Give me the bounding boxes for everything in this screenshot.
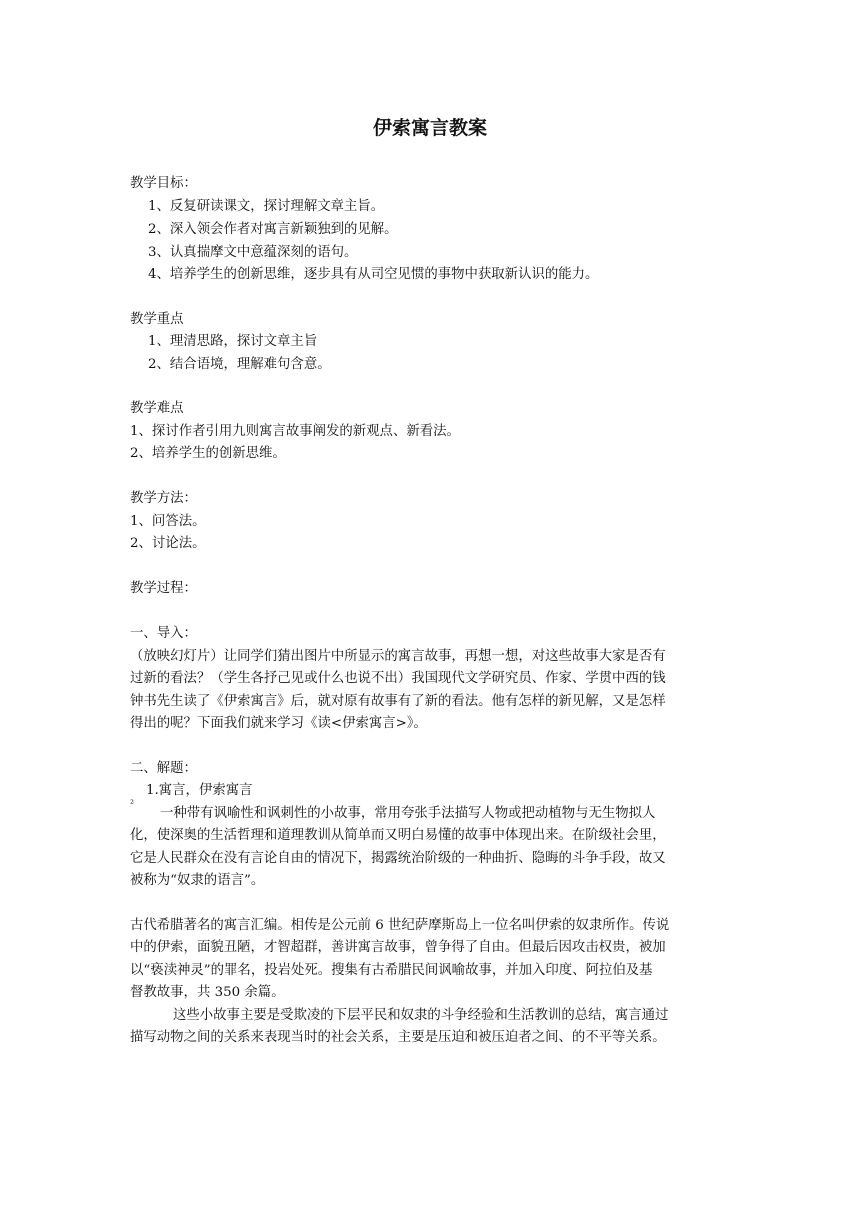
intro-line: （放映幻灯片）让同学们猜出图片中所显示的寓言故事，再想一想，对这些故事大家是否有 (130, 649, 666, 664)
intro-line: 得出的呢？下面我们就来学习《读<伊索寓言>》。 (130, 716, 427, 731)
aesop-para-line: 督教故事，共 350 余篇。 (130, 985, 285, 1000)
intro-heading: 一、导入： (130, 626, 197, 641)
explain-para-line: 一种带有讽喻性和讽刺性的小故事，常用夸张手法描写人物或把动植物与无生物拟人 (160, 806, 656, 821)
goal-item: 3、认真揣摩文中意蕴深刻的语句。 (148, 245, 358, 260)
goal-item: 2、深入领会作者对寓言新颖独到的见解。 (148, 222, 398, 237)
explain-para-line: 被称为“奴隶的语言”。 (130, 873, 265, 888)
goal-item: 4、培养学生的创新思维，逐步具有从司空见惯的事物中获取新认识的能力。 (148, 267, 599, 282)
process-heading: 教学过程： (130, 581, 197, 596)
difficulty-item: 2、培养学生的创新思维。 (130, 446, 286, 461)
key-point-item: 2、结合语境，理解难句含意。 (148, 357, 331, 372)
footnote-marker: ² (130, 799, 135, 810)
difficulty-item: 1、探讨作者引用九则寓言故事阐发的新观点、新看法。 (130, 424, 460, 439)
explain-heading: 二、解题： (130, 761, 197, 776)
key-points-heading: 教学重点 (130, 312, 184, 327)
explain-para-line: 它是人民群众在没有言论自由的情况下，揭露统治阶级的一种曲折、隐晦的斗争手段，故又 (130, 851, 666, 866)
aesop-para-line: 中的伊索，面貌丑陋，才智超群，善讲寓言故事，曾争得了自由。但最后因攻击权贵，被加 (130, 940, 666, 955)
goals-heading: 教学目标： (130, 176, 197, 191)
stories-para-line: 这些小故事主要是受欺凌的下层平民和奴隶的斗争经验和生活教训的总结，寓言通过 (173, 1008, 669, 1023)
aesop-para-line: 古代希腊著名的寓言汇编。相传是公元前 6 世纪萨摩斯岛上一位名叫伊索的奴隶所作。传说 (130, 918, 670, 933)
page-title: 伊索寓言教案 (372, 117, 487, 139)
aesop-para-line: 以“亵渎神灵”的罪名，投岩处死。搜集有古希腊民间讽喻故事，并加入印度、阿拉伯及基 (130, 963, 653, 978)
explain-sub-heading: 1.寓言，伊索寓言 (146, 783, 253, 798)
method-item: 1、问答法。 (130, 514, 206, 529)
goal-item: 1、反复研读课文，探讨理解文章主旨。 (148, 199, 385, 214)
intro-line: 钟书先生读了《伊索寓言》后，就对原有故事有了新的看法。他有怎样的新见解，又是怎样 (130, 694, 666, 709)
explain-para-line: 化，使深奥的生活哲理和道理教训从简单而又明白易懂的故事中体现出来。在阶级社会里， (130, 828, 666, 843)
method-item: 2、讨论法。 (130, 536, 206, 551)
key-point-item: 1、理清思路，探讨文章主旨 (148, 334, 318, 349)
difficulties-heading: 教学难点 (130, 401, 184, 416)
stories-para-line: 描写动物之间的关系来表现当时的社会关系，主要是压迫和被压迫者之间、的不平等关系。 (130, 1030, 666, 1045)
methods-heading: 教学方法： (130, 491, 197, 506)
intro-line: 过新的看法？（学生各抒己见或什么也说不出）我国现代文学研究员、作家、学贯中西的钱 (130, 671, 666, 686)
